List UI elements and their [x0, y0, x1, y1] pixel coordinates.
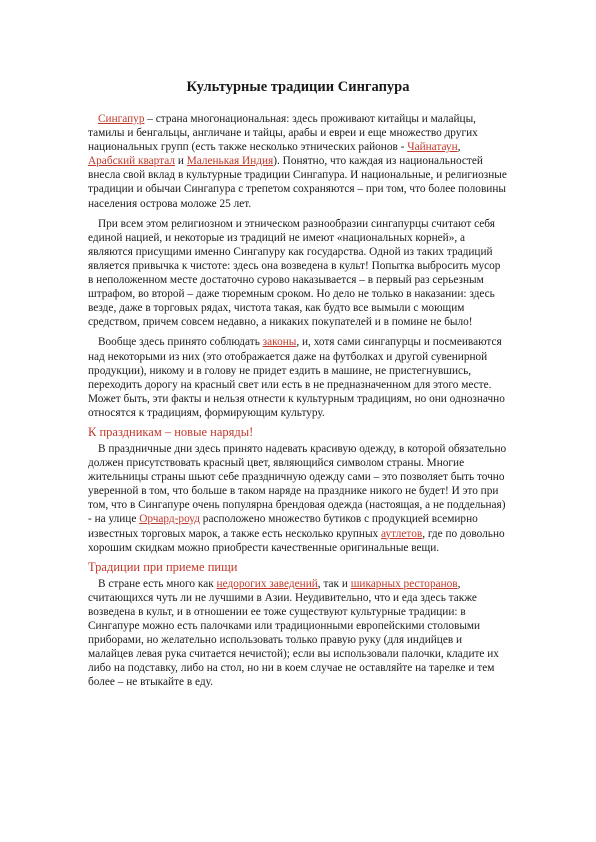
link-luxury-restaurants[interactable]: шикарных ресторанов: [350, 577, 458, 590]
heading-holidays: К праздникам – новые наряды!: [88, 424, 254, 439]
paragraph-intro: [88, 112, 508, 211]
link-singapore[interactable]: Сингапур: [98, 113, 145, 125]
link-chinatown[interactable]: Чайнатаун: [407, 141, 458, 154]
intro-text-4: ). Понятно, что каждая из национальностей внесла свой вклад в культурные традиции Сингапура. И национальные, и религиозные традиции и обычаи Сингапура с трепетом сохраняются – при том, что более половины населения острова моложе 25 лет.: [88, 155, 507, 210]
paragraph-holidays: [88, 442, 508, 555]
paragraph-cleanliness: При всем этом религиозном и этническом разнообразии сингапурцы считают себя единой нацией, и некоторые из традиций не имеют «национальных корней», а являются присущими именно Сингапуру как государства. Одной из таких традиций является привычка к чистоте: здесь она возведена в культ! Попытка выбросить мусор в неположенном месте достаточно сурово наказывается – в первый раз серьезным штрафом, во второй – даже тюремным сроком. Но дело не только в наказании: здесь везде, даже в торговых рядах, чистота такая, как будто все вымыли с моющим средством, причем совсем недавно, а никаких покупателей и в помине не было!: [88, 217, 501, 329]
link-arab-quarter[interactable]: Арабский квартал: [88, 155, 175, 168]
document-title: Культурные традиции Сингапура: [186, 79, 410, 95]
food-text-3: , считающихся чуть ли не лучшими в Азии. Неудивительно, что и еда здесь также возведена в культ, и в отношении ее тоже существуют культурные традиции: в Сингапуре можно есть палочками или традиционными европейскими столовыми приборами, но желательно использовать только правую руку (для индийцев и малайцев левая рука считается нечистой); если вы использовали палочки, кладите их либо на подставку, либо на стол, но ни в коем случае не оставляйте на тарелке и тем более – не втыкайте в еду.: [88, 577, 499, 689]
intro-text-1: – страна многонациональная: здесь проживают китайцы и малайцы, тамилы и бенгальцы, англичане и тайцы, арабы и евреи и еще множество других национальных групп (есть также несколько этнических районов -: [88, 113, 478, 154]
holidays-text-3: , где по довольно хорошим скидкам можно приобрести качественные оригинальные вещи.: [88, 527, 505, 554]
laws-text-1: Вообще здесь принято соблюдать: [98, 336, 263, 349]
link-orchard-road[interactable]: Орчард-роуд: [139, 513, 200, 526]
paragraph-food: [88, 577, 508, 690]
heading-food: Традиции при приеме пищи: [88, 559, 238, 574]
link-outlets[interactable]: аутлетов: [381, 527, 423, 540]
laws-text-2: , и, хотя сами сингапурцы и посмеиваются над некоторыми из них (это отображается даже на футболках и другой сувенирной продукции), никому и в голову не придет ездить в машине, не пристегнувшись, переходить дорогу на красный свет или есть в не предназначенном для этого месте. Может быть, эти факты и нельзя отнести к культурным традициям, но они однозначно относятся к традициям, формирующим культуру.: [88, 336, 505, 419]
paragraph-laws: [88, 335, 508, 420]
holidays-text-1: В праздничные дни здесь принято надевать красивую одежду, в которой обязательно должен присутствовать красный цвет, являющийся символом страны. Многие жительницы страны шьют себе праздничную одежду сами – это позволяет быть точно уверенной в том, что больше в таком наряде на празднике никого не будет! И это при том, что в Сингапуре очень популярна брендовая одежда (настоящая, а не поддельная) - на улице: [88, 442, 507, 526]
holidays-text-2: расположено множество бутиков с продукцией всемирно известных торговых марок, а также есть несколько крупных: [88, 513, 478, 540]
intro-text-2: ,: [457, 141, 461, 154]
link-little-india[interactable]: Маленькая Индия: [186, 155, 274, 168]
food-text-2: , так и: [317, 577, 351, 590]
food-text-1: В стране есть много как: [98, 577, 217, 590]
document-page: [88, 0, 508, 689]
link-cheap-places[interactable]: недорогих заведений: [216, 577, 318, 590]
link-laws[interactable]: законы: [262, 336, 297, 349]
intro-text-3: и: [175, 155, 187, 168]
